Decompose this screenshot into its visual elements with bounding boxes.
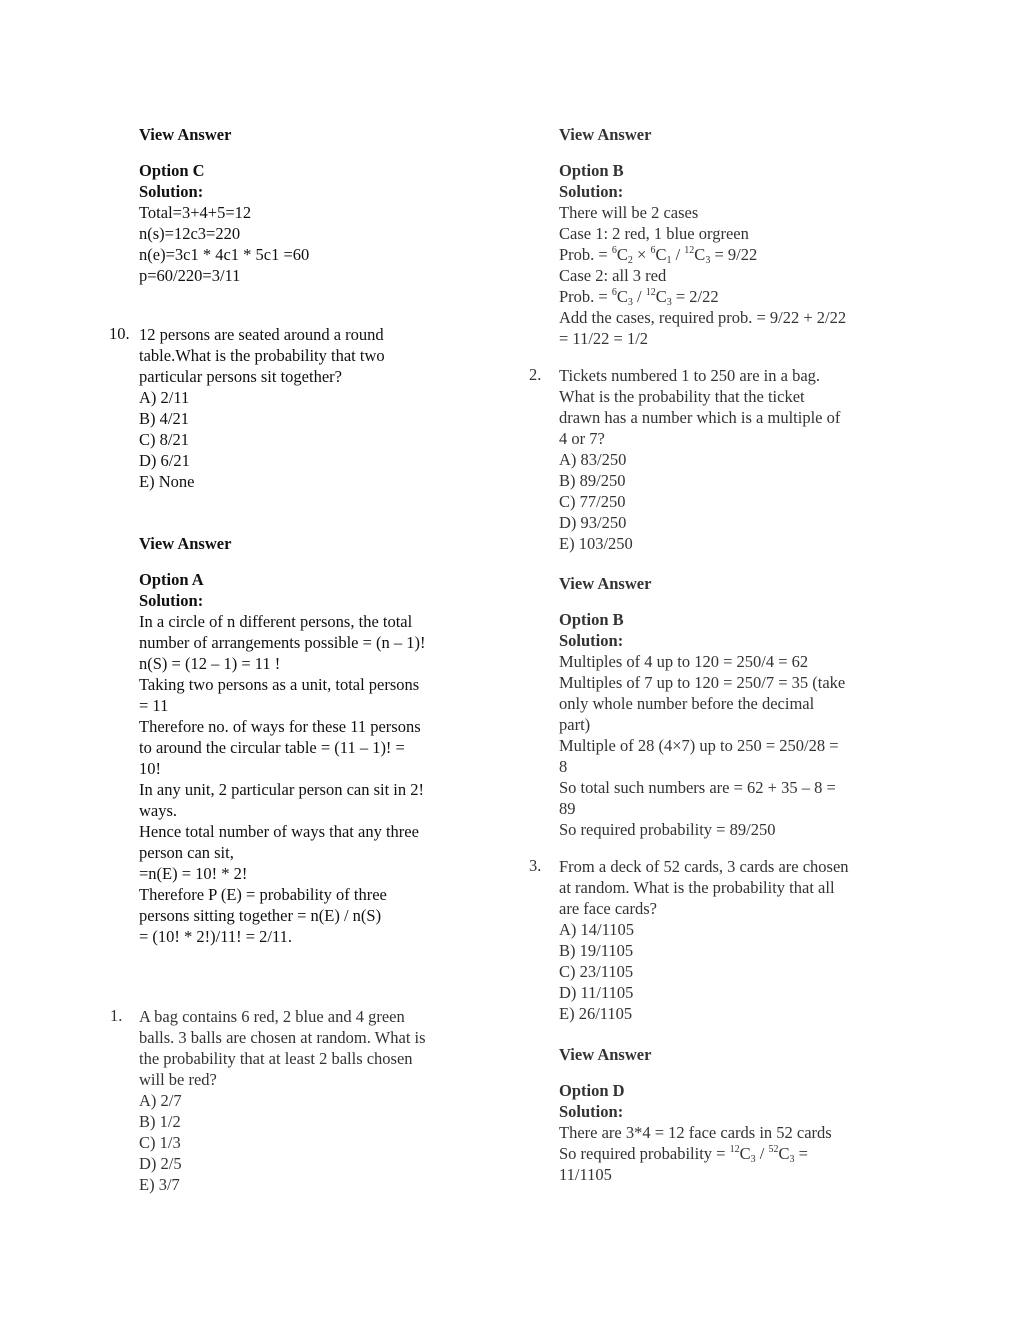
view-answer-link[interactable]: View Answer: [559, 574, 652, 593]
answer-option: Option B: [559, 161, 624, 180]
answer-choice: E) None: [139, 472, 195, 491]
answer-option: Option C: [139, 161, 205, 180]
combination-subscript: 3: [789, 1154, 795, 1165]
question-number: 2.: [529, 365, 542, 384]
combination-subscript: 3: [750, 1154, 756, 1165]
formula-text: Prob. =: [559, 245, 612, 264]
answer-choice: B) 1/2: [139, 1112, 181, 1131]
solution-line: So required probability = 89/250: [559, 820, 776, 839]
combination-subscript: 2: [627, 255, 633, 266]
question-text-line: balls. 3 balls are chosen at random. What is: [139, 1028, 426, 1047]
solution-heading: Solution:: [559, 182, 624, 201]
answer-choice: A) 2/7: [139, 1091, 182, 1110]
answer-choice: C) 23/1105: [559, 962, 634, 981]
solution-line: = (10! * 2!)/11! = 2/11.: [139, 927, 293, 946]
answer-choice: D) 11/1105: [559, 983, 634, 1002]
solution-line: Multiple of 28 (4×7) up to 250 = 250/28 =: [559, 736, 839, 755]
formula-text: Prob. =: [559, 287, 612, 306]
formula-text: = 2/22: [671, 287, 719, 306]
answer-choice: C) 1/3: [139, 1133, 181, 1152]
question-text-line: 12 persons are seated around a round: [139, 325, 384, 344]
solution-line: Taking two persons as a unit, total persons: [139, 675, 420, 694]
solution-line: Therefore P (E) = probability of three: [139, 885, 387, 904]
answer-choice: B) 89/250: [559, 471, 626, 490]
question-text-line: Tickets numbered 1 to 250 are in a bag.: [559, 366, 821, 385]
view-answer-link[interactable]: View Answer: [139, 125, 232, 144]
answer-choice: A) 2/11: [139, 388, 190, 407]
q9-answer-block: [139, 124, 469, 286]
combination-subscript: 3: [705, 255, 711, 266]
combination-superscript: 6: [611, 245, 617, 256]
question-text-line: particular persons sit together?: [139, 367, 342, 386]
solution-line: = 11: [139, 696, 169, 715]
solution-line: So total such numbers are = 62 + 35 – 8 =: [559, 778, 836, 797]
answer-choice: B) 4/21: [139, 409, 189, 428]
combination-symbol: C: [616, 287, 628, 306]
question-number: 10.: [109, 324, 130, 343]
solution-line: Multiples of 4 up to 120 = 250/4 = 62: [559, 652, 809, 671]
answer-choice: E) 103/250: [559, 534, 633, 553]
solution-line: persons sitting together = n(E) / n(S): [139, 906, 382, 925]
combination-symbol: C: [616, 245, 628, 264]
formula-text: So required probability =: [559, 1144, 730, 1163]
left-column: [109, 124, 469, 1195]
solution-line: 10!: [139, 759, 161, 778]
solution-line: In a circle of n different persons, the total: [139, 612, 413, 631]
right-column: [529, 124, 894, 1185]
solution-line: There are 3*4 = 12 face cards in 52 cards: [559, 1123, 832, 1142]
question-text-line: at random. What is the probability that all: [559, 878, 835, 897]
solution-line: Hence total number of ways that any three: [139, 822, 419, 841]
combination-superscript: 6: [650, 245, 656, 256]
answer-choice: D) 93/250: [559, 513, 627, 532]
solution-line: Total=3+4+5=12: [139, 203, 252, 222]
combination-symbol: C: [655, 287, 667, 306]
answer-choice: B) 19/1105: [559, 941, 634, 960]
combination-symbol: C: [739, 1144, 751, 1163]
answer-choice: E) 3/7: [139, 1175, 180, 1194]
answer-choice: D) 6/21: [139, 451, 190, 470]
combination-superscript: 6: [611, 287, 617, 298]
answer-choice: A) 83/250: [559, 450, 627, 469]
question-number: 3.: [529, 856, 542, 875]
question-text-line: What is the probability that the ticket: [559, 387, 805, 406]
combination-symbol: C: [778, 1144, 790, 1163]
question-text-line: drawn has a number which is a multiple of: [559, 408, 841, 427]
solution-line: In any unit, 2 particular person can sit in 2!: [139, 780, 425, 799]
question-2: [529, 365, 894, 554]
solution-line: only whole number before the decimal: [559, 694, 815, 713]
solution-heading: Solution:: [559, 631, 624, 650]
solution-line: ways.: [139, 801, 178, 820]
answer-option: Option A: [139, 570, 204, 589]
combination-superscript: 12: [684, 245, 695, 256]
question-text-line: will be red?: [139, 1070, 217, 1089]
combination-superscript: 12: [729, 1144, 740, 1155]
solution-line: Therefore no. of ways for these 11 persons: [139, 717, 421, 736]
q1-answer-block: [559, 124, 894, 349]
combination-subscript: 1: [666, 255, 672, 266]
solution-heading: Solution:: [559, 1102, 624, 1121]
solution-line: part): [559, 715, 591, 734]
view-answer-link[interactable]: View Answer: [139, 534, 232, 553]
formula-text: = 9/22: [710, 245, 758, 264]
solution-line: Multiples of 7 up to 120 = 250/7 = 35 (take: [559, 673, 846, 692]
solution-line: p=60/220=3/11: [139, 266, 241, 285]
question-1: [110, 1006, 469, 1195]
q2-answer-block: [559, 573, 894, 840]
question-text-line: From a deck of 52 cards, 3 cards are chosen: [559, 857, 849, 876]
solution-line: to around the circular table = (11 – 1)! =: [139, 738, 405, 757]
solution-line: number of arrangements possible = (n – 1)!: [139, 633, 426, 652]
answer-choice: C) 8/21: [139, 430, 189, 449]
combination-symbol: C: [694, 245, 706, 264]
solution-line: 8: [559, 757, 568, 776]
solution-heading: Solution:: [139, 182, 204, 201]
question-text-line: 4 or 7?: [559, 429, 605, 448]
answer-option: Option B: [559, 610, 624, 629]
formula-text: =: [794, 1144, 808, 1163]
solution-line: 89: [559, 799, 576, 818]
solution-line: n(e)=3c1 * 4c1 * 5c1 =60: [139, 245, 310, 264]
answer-choice: D) 2/5: [139, 1154, 182, 1173]
combination-superscript: 12: [645, 287, 656, 298]
solution-line: 11/1105: [559, 1165, 612, 1184]
probability-formula: [559, 286, 894, 307]
solution-line: person can sit,: [139, 843, 234, 862]
question-3: [529, 856, 894, 1024]
formula-text: /: [632, 287, 646, 306]
answer-choice: E) 26/1105: [559, 1004, 633, 1023]
solution-line: = 11/22 = 1/2: [559, 329, 649, 348]
q3-answer-block: [559, 1044, 894, 1185]
combination-subscript: 3: [666, 297, 672, 308]
probability-formula: [559, 1143, 894, 1164]
question-text-line: the probability that at least 2 balls chosen: [139, 1049, 413, 1068]
solution-line: n(s)=12c3=220: [139, 224, 241, 243]
solution-line: Case 2: all 3 red: [559, 266, 667, 285]
solution-line: Case 1: 2 red, 1 blue orgreen: [559, 224, 749, 243]
combination-symbol: C: [655, 245, 667, 264]
solution-heading: Solution:: [139, 591, 204, 610]
question-text-line: table.What is the probability that two: [139, 346, 385, 365]
combination-subscript: 3: [627, 297, 633, 308]
view-answer-link[interactable]: View Answer: [559, 1045, 652, 1064]
formula-text: /: [671, 245, 685, 264]
question-10: [109, 324, 469, 492]
view-answer-link[interactable]: View Answer: [559, 125, 652, 144]
solution-line: n(S) = (12 – 1) = 11 !: [139, 654, 281, 673]
question-text-line: A bag contains 6 red, 2 blue and 4 green: [139, 1007, 405, 1026]
probability-formula: [559, 244, 894, 265]
question-number: 1.: [110, 1006, 123, 1025]
solution-line: =n(E) = 10! * 2!: [139, 864, 248, 883]
solution-line: Add the cases, required prob. = 9/22 + 2/22: [559, 308, 847, 327]
question-text-line: are face cards?: [559, 899, 657, 918]
q10-answer-block: [139, 533, 469, 947]
formula-text: ×: [632, 245, 651, 264]
combination-superscript: 52: [768, 1144, 779, 1155]
answer-choice: A) 14/1105: [559, 920, 635, 939]
answer-choice: C) 77/250: [559, 492, 626, 511]
solution-line: There will be 2 cases: [559, 203, 699, 222]
formula-text: /: [755, 1144, 769, 1163]
answer-option: Option D: [559, 1081, 625, 1100]
